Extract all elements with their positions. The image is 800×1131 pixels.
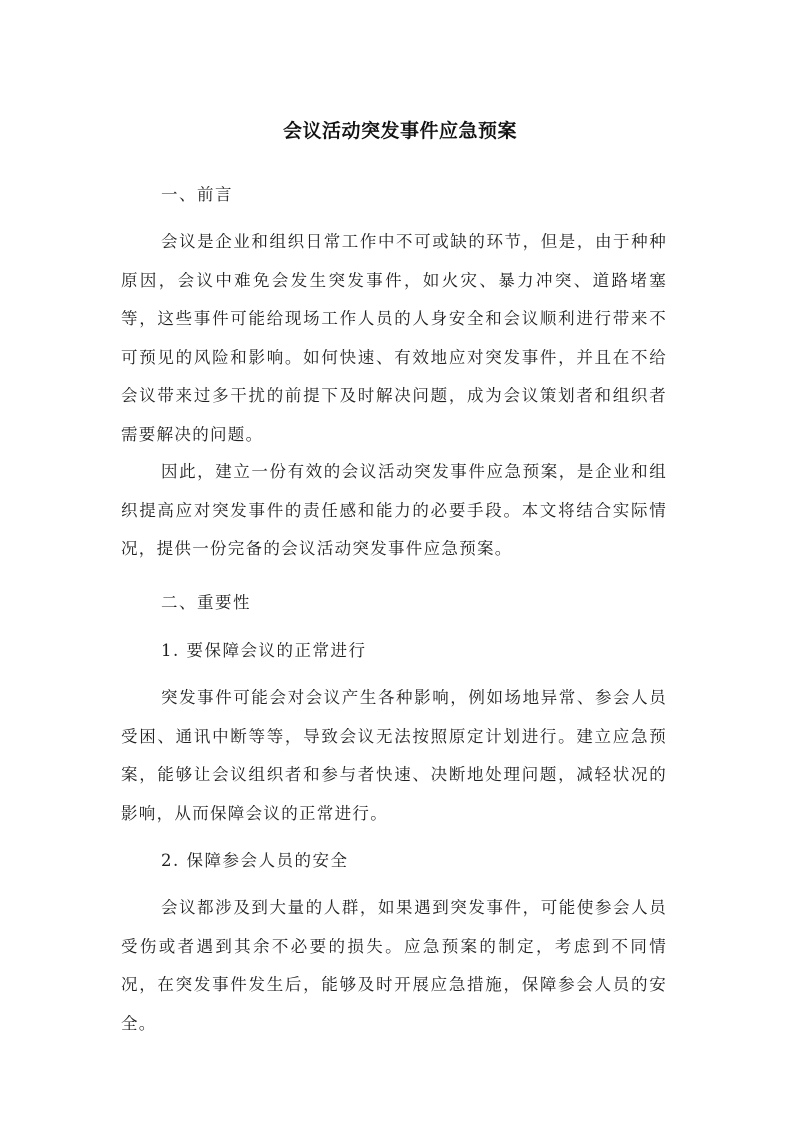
document-title: 会议活动突发事件应急预案 xyxy=(282,120,517,142)
section-heading-importance: 二、重要性 xyxy=(161,593,251,612)
section-heading-preface: 一、前言 xyxy=(161,185,233,204)
paragraph-preface-1: 会议是企业和组织日常工作中不可或缺的环节，但是，由于种种原因，会议中难免会发生突发事件，如火灾、暴力冲突、道路堵塞等，这些事件可能给现场工作人员的人身安全和会议顺利进行带来不可预见的风险和影响。如何快速、有效地应对突发事件，并且在不给会议带来过多干扰的前提下及时解决问题，成为会议策划者和组织者需要解决的问题。 xyxy=(121,232,667,444)
subheading-normal-operation: 1. 要保障会议的正常进行 xyxy=(161,641,367,660)
paragraph-normal-operation: 突发事件可能会对会议产生各种影响，例如场地异常、参会人员受困、通讯中断等等，导致会议无法按照原定计划进行。建立应急预案，能够让会议组织者和参与者快速、决断地处理问题，减轻状况的影响，从而保障会议的正常进行。 xyxy=(121,688,667,823)
paragraph-preface-2: 因此，建立一份有效的会议活动突发事件应急预案，是企业和组织提高应对突发事件的责任感和能力的必要手段。本文将结合实际情况，提供一份完备的会议活动突发事件应急预案。 xyxy=(121,462,667,558)
subheading-attendee-safety: 2. 保障参会人员的安全 xyxy=(161,851,349,870)
paragraph-attendee-safety: 会议都涉及到大量的人群，如果遇到突发事件，可能使参会人员受伤或者遇到其余不必要的损失。应急预案的制定，考虑到不同情况，在突发事件发生后，能够及时开展应急措施，保障参会人员的安全。 xyxy=(121,898,667,1033)
